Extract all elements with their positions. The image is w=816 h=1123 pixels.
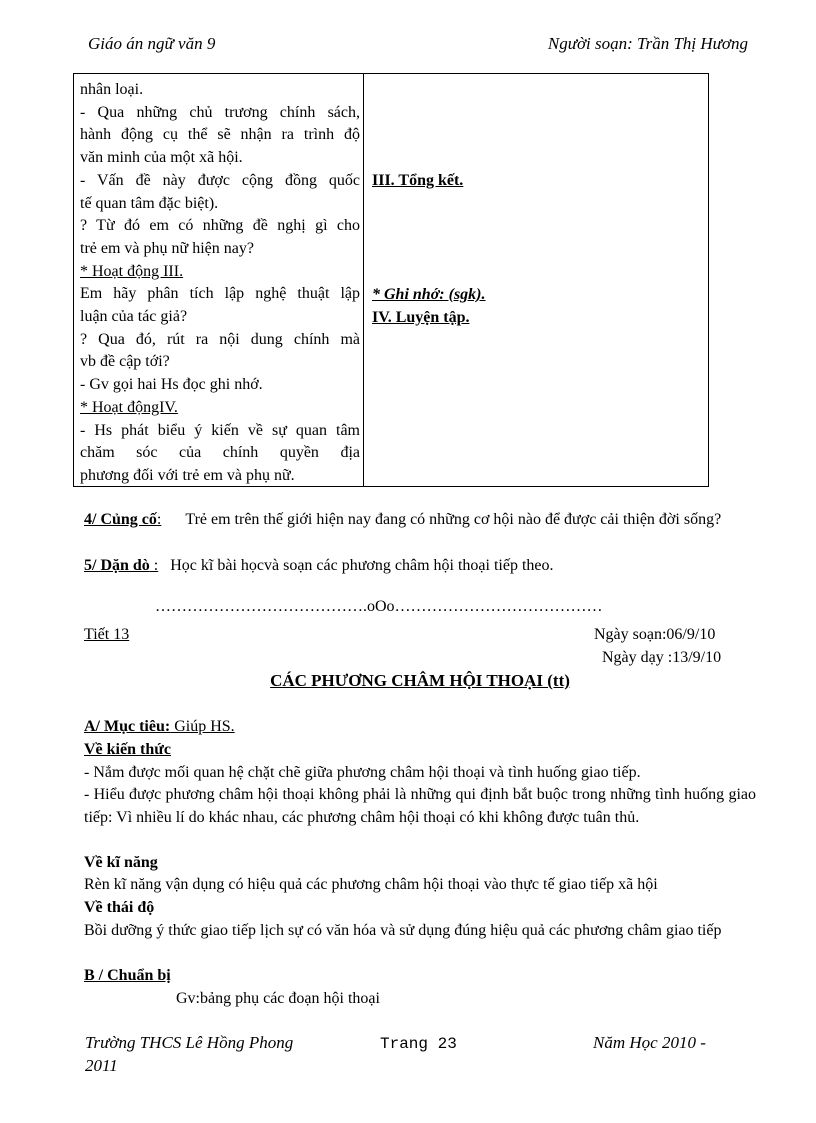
cung-co-text: Trẻ em trên thế giới hiện nay đang có những cơ hội nào để được cải thiện đời sống? [185,511,722,528]
objectives-heading [84,716,756,739]
prep-date: Ngày soạn:06/9/10 [594,626,716,643]
activity-heading: * Hoạt động III. [80,262,184,280]
ki-nang-title: Về kĩ năng [84,854,158,871]
section-luyen-tap: IV. Luyện tập. [372,309,470,326]
lesson-title: CÁC PHƯƠNG CHÂM HỘI THOẠI (tt) [270,671,570,690]
lesson-table [73,73,709,487]
table-line: tế quan tâm đặc biệt). [80,194,219,212]
footer-year-cont: 2011 [85,1056,118,1075]
lesson-number: Tiết 13 [84,626,130,643]
cung-co-colon: : [156,511,162,528]
footer-page: Trang 23 [380,1035,457,1053]
kien-thuc-item: - Nắm được mối quan hệ chặt chẽ giữa phương châm hội thoại và tình huống giao tiếp. [84,764,641,781]
dan-do-paragraph [84,555,756,578]
table-divider [363,74,364,486]
footer-year: Năm Học 2010 - [593,1033,706,1052]
header-title: Giáo án ngữ văn 9 [88,34,216,53]
table-line: - Qua những chủ trương chính sách, [80,103,360,121]
cung-co-paragraph [84,509,756,532]
table-line: hành động cụ thể sẽ nhận ra trình độ [80,126,360,144]
objectives-label: A/ Mục tiêu: [84,718,171,735]
separator-line: ………………………………….oOo………………………………… [155,598,603,615]
teach-date: Ngày dạy :13/9/10 [602,649,722,666]
prep-text: Gv:bảng phụ các đoạn hội thoại [176,990,380,1007]
thai-do-title: Về thái độ [84,899,155,916]
objectives-label-rest: Giúp HS. [170,718,235,735]
dan-do-label: 5/ Dặn dò [84,557,150,574]
table-line: Em hãy phân tích lập nghệ thuật lập [80,285,360,303]
footer-school: Trường THCS Lê Hồng Phong [85,1033,294,1052]
ki-nang-text: Rèn kĩ năng vận dụng có hiệu quả các phương châm hội thoại vào thực tế giao tiếp xã hội [84,876,658,893]
table-line: - Vấn đề này được cộng đồng quốc [80,171,360,189]
header-author: Người soạn: Trần Thị Hương [547,34,748,53]
dan-do-colon: : [149,557,159,574]
kien-thuc-title: Về kiến thức [84,741,171,758]
table-line: văn minh của một xã hội. [80,149,243,167]
table-line: phương đối với trẻ em và phụ nữ. [80,466,295,484]
table-line: ? Qua đó, rút ra nội dung chính mà [80,330,360,348]
activity-heading: * Hoạt độngIV. [80,398,178,416]
cung-co-label: 4/ Củng cố [84,511,157,528]
table-line: vb đề cập tới? [80,353,170,371]
table-line: trẻ em và phụ nữ hiện nay? [80,239,254,257]
activities-column [80,79,360,488]
table-line: - Gv gọi hai Hs đọc ghi nhớ. [80,376,263,394]
thai-do-text: Bồi dưỡng ý thức giao tiếp lịch sự có văn hóa và sử dụng đúng hiệu quả các phương châm giao tiếp [84,922,722,939]
section-tong-ket: III. Tổng kết. [372,172,464,189]
table-line: - Hs phát biểu ý kiến về sự quan tâm [80,421,360,439]
table-line: nhân loại. [80,81,144,98]
table-line: ? Từ đó em có những đề nghị gì cho [80,217,360,235]
dan-do-text: Học kĩ bài họcvà soạn các phương châm hội thoại tiếp theo. [170,557,554,574]
table-line: chăm sóc của chính quyền địa [80,444,360,462]
kien-thuc-item: - Hiểu được phương châm hội thoại không phải là những qui định bắt buộc trong những tình huống giao tiếp: Vì nhiều lí do khác nhau, các phương châm hội thoại có khi không được tuân thủ. [84,786,756,826]
table-line: luận của tác giả? [80,308,188,326]
prep-heading: B / Chuẩn bị [84,967,171,984]
section-ghi-nho: * Ghi nhớ: (sgk). [372,286,486,303]
